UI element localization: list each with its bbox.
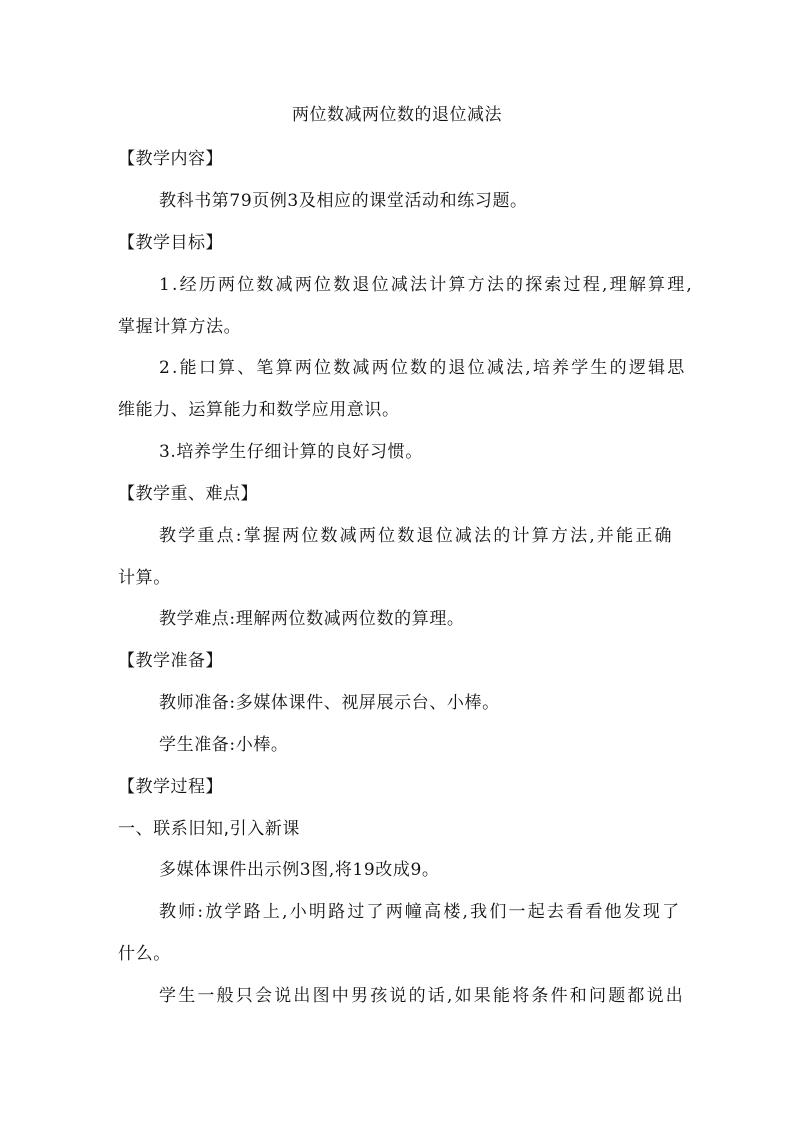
paragraph-objective-2-line-1: 2.能口算、笔算两位数减两位数的退位减法,培养学生的逻辑思 <box>159 358 687 378</box>
paragraph-key-point-line-2: 计算。 <box>118 568 171 588</box>
paragraph-objective-2-line-2: 维能力、运算能力和数学应用意识。 <box>118 400 400 420</box>
subsection-heading-part-1: 一、联系旧知,引入新课 <box>118 819 301 839</box>
paragraph-difficult-point: 教学难点:理解两位数减两位数的算理。 <box>159 609 465 629</box>
section-heading-preparation: 【教学准备】 <box>118 651 223 671</box>
section-heading-content: 【教学内容】 <box>118 149 223 169</box>
paragraph-student-preparation: 学生准备:小棒。 <box>159 735 289 755</box>
paragraph-objective-3: 3.培养学生仔细计算的良好习惯。 <box>159 442 423 462</box>
paragraph-objective-1-line-2: 掌握计算方法。 <box>118 317 242 337</box>
paragraph-process-1: 多媒体课件出示例3图,将19改成9。 <box>159 860 440 880</box>
document-title: 两位数减两位数的退位减法 <box>292 105 502 125</box>
paragraph-objective-1-line-1: 1.经历两位数减两位数退位减法计算方法的探索过程,理解算理, <box>159 275 695 295</box>
section-heading-key-points: 【教学重、难点】 <box>118 484 258 504</box>
section-heading-objectives: 【教学目标】 <box>118 233 223 253</box>
paragraph-content: 教科书第79页例3及相应的课堂活动和练习题。 <box>159 191 528 211</box>
paragraph-key-point-line-1: 教学重点:掌握两位数减两位数退位减法的计算方法,并能正确 <box>159 526 674 546</box>
paragraph-teacher-preparation: 教师准备:多媒体课件、视屏展示台、小棒。 <box>159 693 500 713</box>
paragraph-process-2-line-1: 教师:放学路上,小明路过了两幢高楼,我们一起去看看他发现了 <box>159 902 682 922</box>
section-heading-process: 【教学过程】 <box>118 777 223 797</box>
paragraph-process-3-line-1: 学生一般只会说出图中男孩说的话,如果能将条件和问题都说出 <box>159 986 686 1006</box>
paragraph-process-2-line-2: 什么。 <box>118 944 171 964</box>
